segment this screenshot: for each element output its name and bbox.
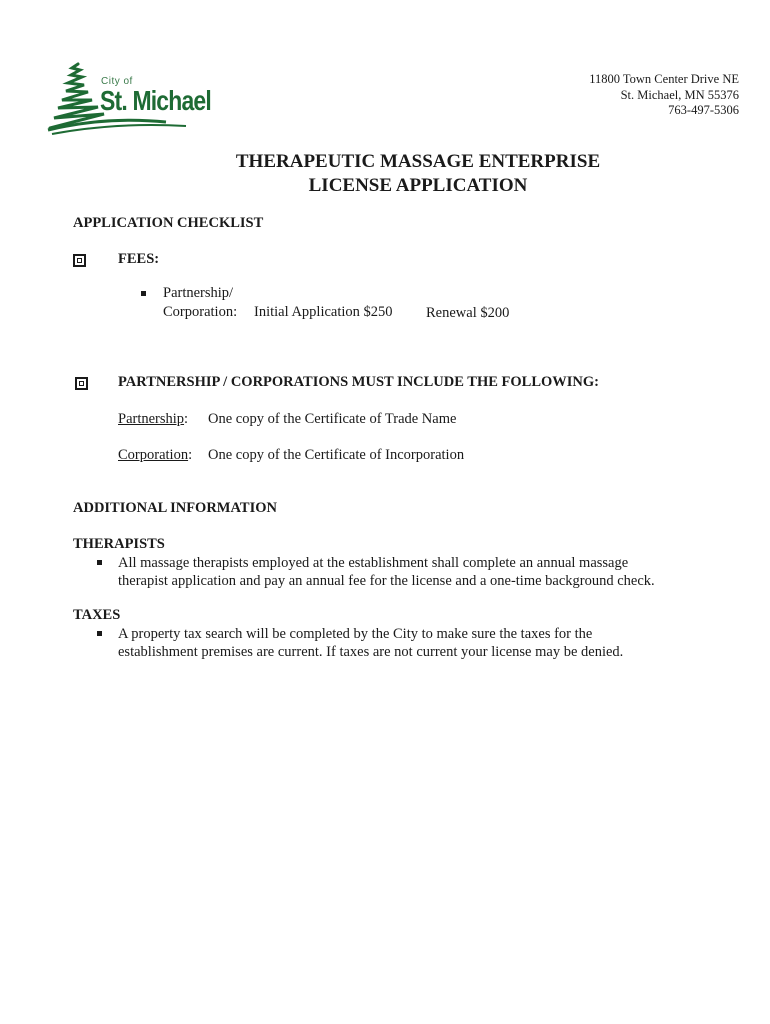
requirement-corporation: Corporation: — [118, 447, 193, 463]
therapists-heading: THERAPISTS — [73, 536, 165, 552]
fees-checkbox[interactable] — [73, 254, 86, 267]
fee-entity-line1: Partnership/ — [163, 285, 234, 301]
requirement-text: One copy of the Certificate of Incorporation — [208, 447, 465, 463]
logo-city-prefix: City of — [101, 76, 133, 87]
address-city: St. Michael, MN 55376 — [620, 87, 739, 102]
fee-initial: Initial Application $250 — [254, 304, 393, 320]
requirement-text: One copy of the Certificate of Trade Name — [208, 411, 457, 427]
document-title — [0, 150, 770, 198]
title-line-1: THERAPEUTIC MASSAGE ENTERPRISE — [235, 151, 601, 172]
therapists-line: All massage therapists employed at the establishment shall complete an annual massage — [118, 555, 629, 571]
bullet-icon — [97, 560, 102, 565]
requirement-label: Corporation — [118, 447, 189, 463]
taxes-text — [118, 625, 623, 661]
requirement-partnership: Partnership: — [118, 411, 189, 427]
taxes-heading: TAXES — [73, 607, 121, 623]
additional-heading: ADDITIONAL INFORMATION — [73, 500, 277, 516]
address-street: 11800 Town Center Drive NE — [589, 72, 739, 86]
fees-label: FEES: — [118, 251, 160, 267]
title-line-2: LICENSE APPLICATION — [308, 175, 528, 196]
bullet-icon — [141, 291, 146, 296]
therapists-text — [118, 554, 655, 590]
therapists-line: therapist application and pay an annual fee for the license and a one-time background check. — [118, 573, 655, 589]
requirements-heading: PARTNERSHIP / CORPORATIONS MUST INCLUDE THE FOLLOWING: — [118, 374, 600, 390]
checklist-heading: APPLICATION CHECKLIST — [73, 215, 264, 231]
taxes-line: A property tax search will be completed by the City to make sure the taxes for the — [118, 626, 593, 642]
requirements-checkbox[interactable] — [75, 377, 88, 390]
address-block — [589, 72, 739, 119]
fee-entity-line2: Corporation: — [163, 304, 238, 320]
taxes-line: establishment premises are current. If taxes are not current your license may be denied. — [118, 644, 624, 660]
requirement-label: Partnership — [118, 411, 185, 427]
fee-renewal: Renewal $200 — [426, 305, 510, 321]
address-phone: 763-497-5306 — [668, 103, 739, 117]
bullet-icon — [97, 631, 102, 636]
logo-city-name: St. Michael — [100, 85, 211, 116]
